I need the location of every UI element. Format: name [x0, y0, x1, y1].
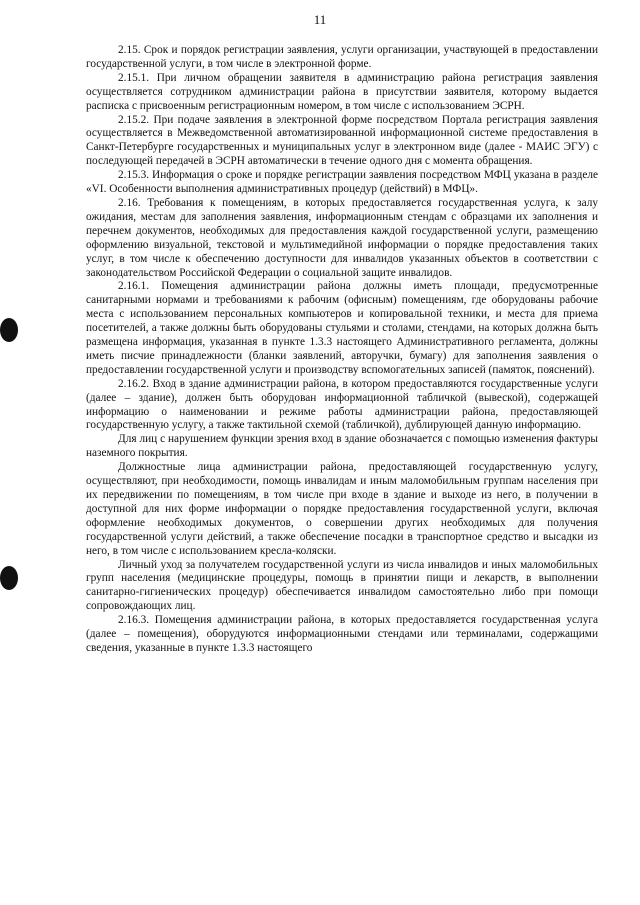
paragraph-2-15-3: 2.15.3. Информация о сроке и порядке регистрации заявления посредством МФЦ указана в разделе «VI. Особенности выполнения административных процедур (действий) в МФЦ».: [86, 169, 598, 196]
paragraph-vision-impaired: Для лиц с нарушением функции зрения вход в здание обозначается с помощью изменения фактуры наземного покрытия.: [86, 433, 598, 460]
punch-hole-mark: [0, 318, 18, 342]
paragraph-2-16-3: 2.16.3. Помещения администрации района, в которых предоставляется государственная услуга (далее – помещения), оборудуются информационными стендами или терминалами, содержащими сведения, указанные в пункте 1.3.3 настоящего: [86, 614, 598, 654]
paragraph-2-15: 2.15. Срок и порядок регистрации заявления, услуги организации, участвующей в предоставлении государственной услуги, в том числе в электронной форме.: [86, 44, 598, 70]
paragraph-personal-care: Личный уход за получателем государственной услуги из числа инвалидов и иных маломобильных групп населения (медицинские процедуры, помощь в принятии пищи и лекарств, в выполнении санитарно-гигиенических процедур) обеспечивается инвалидом самостоятельно либо при помощи сопровождающих лиц.: [86, 558, 598, 613]
paragraph-2-16-2: 2.16.2. Вход в здание администрации района, в котором предоставляются государственные услуги (далее – здание), должен быть оборудован информационной табличкой (вывеской), содержащей информацию о наименовании и режиме работы администрации района, предоставляющей государственную услугу, а также тактильной схемой (табличкой), дублирующей данную информацию.: [86, 377, 598, 432]
punch-hole-mark: [0, 566, 18, 590]
paragraph-2-15-1: 2.15.1. При личном обращении заявителя в администрацию района регистрация заявления осуществляется сотрудником администрации района в присутствии заявителя, которому выдается расписка с присвоенным регистрационным номером, в том числе с использованием ЭСРН.: [86, 71, 598, 112]
paragraph-2-16-1: 2.16.1. Помещения администрации района должны иметь площади, предусмотренные санитарными нормами и требованиями к рабочим (офисным) помещениям, где оборудованы рабочие места с использованием персональных компьютеров и копировальной техники, и места для приема посетителей, а также должны быть оборудованы стульями и столами, стендами, на которых должна быть размещена информация, указанная в пункте 1.3.3 настоящего Административного регламента, должны иметь писчие принадлежности (бланки заявлений, авторучки, бумагу) для заполнения заявления о предоставлении государственной услуги и производству вспомогательных записей (памяток, пояснений).: [86, 280, 598, 376]
paragraph-officials-assistance: Должностные лица администрации района, предоставляющей государственную услугу, осуществляют, при необходимости, помощь инвалидам и иным маломобильным группам населения при их передвижении по помещениям, в том числе при входе в здание и выходе из него, в получении в доступной для них форме информации о порядке предоставления государственной услуги, включая оформление необходимых документов, о совершении других необходимых для получения государственной услуги действий, а также обеспечение посадки в транспортное средство и высадки из него, в том числе с использованием кресла-коляски.: [86, 461, 598, 557]
page-number: 11: [313, 12, 327, 27]
document-body: [86, 44, 598, 656]
paragraph-2-16: 2.16. Требования к помещениям, в которых предоставляется государственная услуга, к залу ожидания, местам для заполнения заявления, информационным стендам с образцами их заполнения и перечнем документов, необходимых для предоставления каждой государственной услуги, размещению оформлению визуальной, текстовой и мультимедийной информации о порядке предоставления таких услуг, в том числе к обеспечению доступности для инвалидов указанных объектов в соответствии с законодательством Российской Федерации о социальной защите инвалидов.: [86, 196, 598, 279]
paragraph-2-15-2: 2.15.2. При подаче заявления в электронной форме посредством Портала регистрация заявления осуществляется в Межведомственной автоматизированной информационной системе предоставления в Санкт-Петербурге государственных и муниципальных услуг в электронном виде (далее - МАИС ЭГУ) с последующей передачей в ЭСРН автоматически в течение одного дня с момента обращения.: [86, 113, 598, 168]
